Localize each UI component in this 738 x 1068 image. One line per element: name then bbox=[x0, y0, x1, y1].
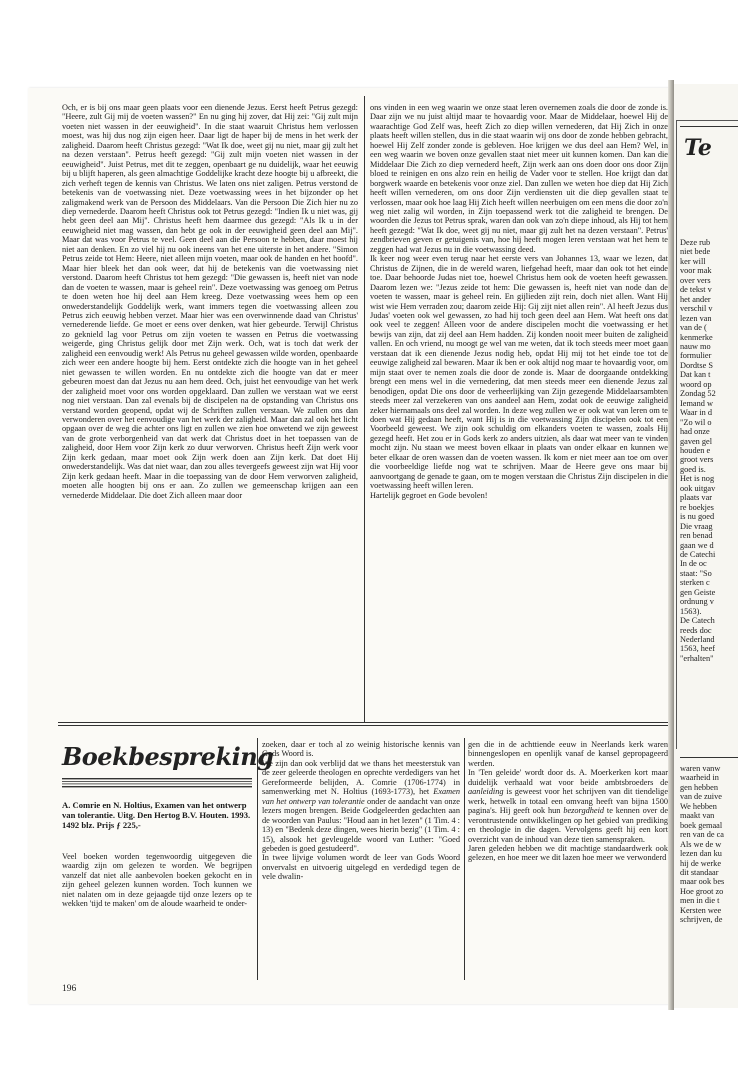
article-closing: Hartelijk gegroet en Gode bevolen! bbox=[370, 490, 488, 500]
adjacent-logo-text: Te bbox=[684, 135, 712, 161]
fragment-line: lezen dan ku bbox=[680, 849, 722, 859]
fragment-line: Hoe groot zo bbox=[680, 886, 724, 896]
fragment-line: is nu goed bbox=[680, 512, 715, 522]
fragment-line: gaan we d bbox=[680, 540, 714, 550]
fragment-line: niet bede bbox=[680, 247, 711, 257]
fragment-line: Die vraag bbox=[680, 521, 713, 531]
fragment-line: goed is. bbox=[680, 464, 706, 474]
review-paragraph: zoeken, daar er toch al zo weinig historische kennis van Gods Woord is. bbox=[262, 740, 460, 759]
emphasis: aanleiding bbox=[468, 787, 504, 797]
fragment-line: de Catechi bbox=[680, 549, 716, 559]
fragment-line: ook uitgav bbox=[680, 483, 716, 493]
fragment-line: het ander bbox=[680, 294, 711, 304]
emphasis: bezorgdheid bbox=[563, 806, 605, 816]
fragment-line: houden e bbox=[680, 445, 711, 455]
fragment-line: men in die t bbox=[680, 896, 720, 906]
fragment-line: dit standaar bbox=[680, 867, 719, 877]
adjacent-column-top bbox=[680, 238, 738, 734]
review-paragraph: Veel boeken worden tegenwoordig uitgegeven die waardig zijn om gelezen te worden. We begrijpen vanzelf dat niet alle aanbevolen boeken gekocht en in zijn geheel gelezen kunnen worden. Toch kunnen we niet nalaten om in deze gejaagde tijd onze lezers op te wekken 'tijd te maken' om de aloude waarheid te onder- bbox=[62, 852, 252, 909]
fragment-line: Iemand w bbox=[680, 398, 713, 408]
fragment-line: over vers bbox=[680, 275, 711, 285]
review-column-2 bbox=[262, 740, 460, 980]
fragment-line: formulier bbox=[680, 351, 712, 361]
fragment-line: kenmerke bbox=[680, 332, 713, 342]
fragment-line: boek gemaal bbox=[680, 820, 723, 830]
fragment-line: Nederland bbox=[680, 635, 715, 645]
fragment-line: schrijven, de bbox=[680, 915, 723, 925]
fragment-line: gen Geiste bbox=[680, 587, 716, 597]
fragment-line: nauw mo bbox=[680, 341, 711, 351]
logo-ornament bbox=[62, 778, 252, 788]
fragment-line: sterken c bbox=[680, 578, 710, 588]
fragment-line: De Catech bbox=[680, 616, 715, 626]
fragment-line: reeds doc bbox=[680, 625, 712, 635]
column-divider bbox=[364, 96, 365, 722]
fragment-line: ren van de ca bbox=[680, 830, 724, 840]
text-run: We zijn dan ook verblijd dat we thans het meesterstuk van de zeer geleerde theologen en oprechte verdedigers van het Gereformeerde belijden, A. Comrie (1706-1774) in samenwerking met N. Holtius (1693-1773), het bbox=[262, 758, 460, 797]
article-paragraph: Och, er is bij ons maar geen plaats voor een dienende Jezus. Eerst heeft Petrus gezegd: "Heere, zult Gij mij de voeten wassen?" En nu ging hij zover, dat Hij zei: "Gij zult mijn voeten niet wassen in der eeuwigheid". In die staat waaruit Christus hem verlossen moest, was hij dus nog zijn eigen heer. Daar ligt de haper bij de mens in het werk der zaligheid. Daarom heeft Christus gezegd: "Wat Ik doe, weet gij nu niet, maar gij zult het na dezen verstaan". Petrus heeft gezegd: "Gij zult mijn voeten niet wassen in der eeuwigheid". Juist Petrus, met dit te zeggen, openbaart ge nu duidelijk, waar het eeuwig bij u blijft haperen, als geen almachtige Goddelijke kracht deze hoogte bij u afbreekt, die zich verheft tegen de kennis van Christus. We laten ons niet zaligen. Petrus verstond de betekenis van de voetwassing niet. Deze voetwassing wees in het bijzonder op het zaligmakend werk van de Persoon des Middelaars. Van die Persoon Die Zich hier nu zo diep vernederde. Daarom heeft Christus ook tot Petrus gezegd: "Indien Ik u niet was, gij hebt geen deel aan Mij". Christus heeft hem daarmee dus gezegd: "Als Ik u in der eeuwigheid niet mag wassen, dan hebt ge ook in der eeuwigheid geen deel aan Mij". Maar dat was voor Petrus te veel. Geen deel aan die Persoon te hebben, daar moest hij niet aan denken. En zo viel hij nu ook ineens van het ene uiterste in het andere. "Simon Petrus zeide tot Hem: Heere, niet alleen mijn voeten, maar ook de handen en het hoofd". Maar hier bleek het dan ook weer, dat hij de betekenis van die voetwassing niet verstond. Daarom heeft Christus tot hem gezegd: "Die gewassen is, heeft niet van node dan de voeten te wassen, maar is geheel rein". Deze voetwassing was genoeg om Petrus te doen weten hoe hij deel aan Hem kreeg. Deze voetwassing wees hem op een onwederstandelijk Goddelijk werk, want immers tegen die voetwassing alleen zou Petrus zich eeuwig hebben verzet. Maar hier was een overwinnende daad van Christus' vernederende liefde. Ge moet er eens over denken, wat hier gebeurde. Terwijl Christus zo geknield lag voor Petrus om zijn voeten te wassen en Petrus die voetwassing weigerde, ging Christus gelijk door met Zijn werk. Och, wat is toch dat werk der zaligheid een eenvoudig werk! Als Petrus nu geheel gewassen wilde worden, openbaarde zich weer een andere hoogte bij hem. Eerst ontdekte zich die hoogte van in het geheel niet gewassen te willen worden. En nu ontdekte zich die hoogte van dat er meer gebeuren moest dan dat Jezus nu aan hem deed. Och, juist het eenvoudige van het werk der zaligheid moet voor ons worden opgeklaard. Dan zullen we verstaan wat we eerst nog niet verstaan. Dan zal evenals bij de discipelen na de opstanding van Christus ons verstand worden geopend, opdat wij de Schriften zullen verstaan. We zullen ons dan verwonderen over het eenvoudige van het werk der zaligheid. Maar dan zal ook het licht opgaan over de weg die achter ons ligt en zullen we zien hoe onwetend we zijn geweest van de grote verborgenheid van dat werk dat Christus doet in het toepassen van de zaligheid, door Hem voor Zijn kerk zo duur verworven. Christus heeft Zijn werk voor Zijn kerk gedaan, maar moet ook Zijn werk doen aan Zijn kerk. Dat doet Hij onwederstandelijk. Was dat niet waar, dan zou alles tevergeefs geweest zijn wat Hij voor Zijn kerk gedaan heeft. Maar in die toepassing van de door Hem verworven zaligheid, moeten alle hoogten bij ons er aan. Zo zullen we gemeenschap krijgen aan een vernederde Middelaar. Die doet Zich alleen maar door bbox=[62, 103, 358, 500]
section-divider bbox=[58, 722, 668, 723]
fragment-line: verschil v bbox=[680, 304, 713, 314]
fragment-line: Het is nog bbox=[680, 474, 715, 484]
fragment-line: lezen van bbox=[680, 313, 712, 323]
adjacent-logo bbox=[680, 126, 738, 173]
fragment-line: Dordtse S bbox=[680, 360, 713, 370]
column-divider bbox=[257, 738, 258, 980]
fragment-line: ker will bbox=[680, 256, 706, 266]
fragment-line: hij de werke bbox=[680, 858, 722, 868]
fragment-line: waren vanw bbox=[680, 764, 721, 773]
page-number: 196 bbox=[62, 984, 77, 994]
fragment-line: Zondag 52 bbox=[680, 389, 716, 399]
logo-text: Boekbespreking bbox=[62, 742, 274, 771]
text-run: is geweest voor het schrijven van dit tiendelige werk, hetwelk in totaal een omvang heeft van bijna 1500 pagina's. Hij geeft ook hun bbox=[468, 787, 668, 816]
text-run: te kennen over de verontrustende ontwikkelingen op het gebied van prediking en theologie in die dagen. Vervolgens geeft hij een kort overzicht van de inhoud van deze tien samenspraken. bbox=[468, 806, 668, 844]
article-column-left bbox=[62, 103, 358, 719]
article-paragraph: ons vinden in een weg waarin we onze staat leren overnemen zoals die door de zonde is. Daar zijn we nu juist altijd maar te hovaardig voor. Maar de Middelaar, hoewel Hij de waarachtige God Zelf was, heeft Zich zo diep willen vernederen, dat Hij Zich in onze plaats heeft willen stellen, dus in die staat waarin wij ons door de zonde hebben gebracht, hoewel Hij Zelf zonder zonde is gebleven. Hoe krijgen we dus deel aan Hem? Wel, in een weg waarin we boven onze gevallen staat niet meer uit kunnen komen. Dan kan die Middelaar Die Zich zo diep vernederd heeft, Zijn werk aan ons doen door ons door Zijn bloed te reinigen en ons alzo rein en heilig de Vader voor te stellen. Hoe krijgt dan dat borgwerk waarde en betekenis voor onze ziel. Dan zullen we weten hoe diep dat Hij Zich heeft willen vernederen, om ons door Zijn verdiensten uit die diep gevallen staat te verlossen, maar ook hoe laag Hij Zich heeft willen neerbuigen om een mens die door zo'n weg niet zalig wil worden, in Zijn toepassend werk tot die zaligheid te brengen. De woorden die Jezus tot Petrus sprak, waren dan ook van zo'n diepe inhoud, als Hij tot hem heeft gezegd: "Wat Ik doe, weet gij nu niet, maar gij zult het na dezen verstaan". Petrus' zendbrieven geven er getuigenis van, hoe hij heeft mogen leren verstaan wat het hem te zeggen had wat Jezus nu in die voetwassing deed. bbox=[370, 103, 668, 254]
fragment-line: "erhalten" bbox=[680, 653, 714, 663]
fragment-line: de tekst v bbox=[680, 285, 712, 295]
fragment-line: gaven gel bbox=[680, 436, 713, 446]
review-paragraph: Jaren geleden hebben we dit machtige standaardwerk ook gelezen, en hoe meer we dit lazen hoe meer we verwonderd bbox=[468, 843, 668, 863]
review-column-1 bbox=[62, 852, 252, 976]
fragment-line: ren benad bbox=[680, 531, 713, 541]
section-divider-thin bbox=[58, 725, 668, 726]
book-title-emphasis: Examen van het ontwerp van tolerantie bbox=[262, 787, 460, 806]
fragment-line: Waar in d bbox=[680, 408, 713, 418]
fragment-line: voor mak bbox=[680, 266, 712, 276]
article-column-right bbox=[370, 103, 668, 719]
column-divider bbox=[464, 738, 465, 980]
fragment-line: van de ( bbox=[680, 323, 707, 333]
article-paragraph: Ik keer nog weer even terug naar het eerste vers van Johannes 13, waar we lezen, dat Christus de Zijnen, die in de wereld waren, liefgehad heeft, maar dan ook tot het einde toe. Daar behoorde Judas niet toe, hoewel Christus hem ook de voeten heeft gewassen. Daarom lezen we: "Jezus zeide tot hem: Die gewassen is, heeft niet van node dan de voeten te wassen, maar is geheel rein. En gijlieden zijt rein, doch niet allen. Want Hij wist wie Hem verraden zou; daarom zeide Hij: Gij zijt niet allen rein". Al heeft Jezus dus Judas' voeten ook wel gewassen, zo had hij toch geen deel aan Hem. Wat heeft ons dat ook veel te zeggen! Alleen voor de andere discipelen mocht die voetwassing er het bewijs van zijn, dat zij deel aan Hem hadden. Zij konden nooit meer buiten de zaligheid vallen. En och vriend, nu moogt ge wel van me weten, dat ik toch steeds meer moet gaan verstaan dat ik een dienende Jezus nodig heb, opdat Hij mij tot het einde toe tot de eeuwige zaligheid zal bewaren. Maar ik ben er ook altijd nog maar te hovaardig voor, om mijn staat over te nemen zoals die door de zonde is. Maar de doorgaande ontdekking brengt een mens wel in die vernedering, dat men steeds meer een dienende Jezus zal benodigen, opdat Die ons door de verheerlijking van Zijn gezegende Middelaarsambten steeds meer zal verzekeren van ons aandeel aan Hem, zodat ook de eeuwige zaligheid zeker hiernamaals ons deel zal worden. In deze weg zullen we er ook wat van leren om te doen wat Hij gedaan heeft, want Hij is in die voetwassing Zijn discipelen ook tot een Voorbeeld geweest. We zijn ook schuldig om elkanders voeten te wassen, zoals Hij gezegd heeft. Het zou er in Gods kerk zo anders uitzien, als daar wat meer van te vinden mocht zijn. Nu staan we meest boven elkaar in plaats van onder elkaar en kunnen we beter elkaar de oren wassen dan de voeten wassen. Ik kom er niet meer aan toe om over die voorbeeldige liefde nog wat te schrijven. Maar de Heere geve ons maar bij aanvoortgang de genade te gaan, om te mogen verstaan die Christus Zijn discipelen in die voetwassing heeft willen leren. bbox=[370, 254, 668, 491]
fragment-line: Als we de w bbox=[680, 839, 722, 849]
boekbespreking-logo bbox=[62, 734, 274, 792]
fragment-line: In de oc bbox=[680, 559, 707, 569]
fragment-line: had onze bbox=[680, 427, 710, 437]
fragment-line: Dat kan t bbox=[680, 370, 711, 380]
fragment-line: van de zuive bbox=[680, 792, 722, 802]
fragment-line: maakt van bbox=[680, 811, 715, 821]
adjacent-column-bottom bbox=[680, 764, 738, 964]
fragment-line: groot vers bbox=[680, 455, 714, 465]
review-paragraph: In twee lijvige volumen wordt de leer van Gods Woord onvervalst en uitvoerig uitgelegd en verdedigd tegen de vele dwalin- bbox=[262, 853, 460, 882]
fragment-line: We hebben bbox=[680, 801, 717, 811]
review-paragraph bbox=[468, 768, 668, 844]
fragment-line: re boekjes bbox=[680, 502, 714, 512]
fragment-line: gen hebben bbox=[680, 782, 719, 792]
fragment-line: maar ook bes bbox=[680, 877, 725, 887]
fragment-line: plaats var bbox=[680, 493, 713, 503]
adjacent-divider bbox=[680, 757, 738, 758]
fragment-line: woord op bbox=[680, 379, 712, 389]
fragment-line: 1563, heef bbox=[680, 644, 716, 654]
text-run: In 'Ten geleide' wordt door ds. A. Moerkerken kort maar duidelijk verhaald wat voor beide ambtsbroeders de bbox=[468, 768, 668, 787]
review-paragraph: gen die in de achttiende eeuw in Neerlands kerk waren binnengeslopen en openlijk vanaf de kansel gepropageerd werden. bbox=[468, 740, 668, 768]
review-title: A. Comrie en N. Holtius, Examen van het ontwerp van tolerantie. Uitg. Den Hertog B.V. Houten. 1993. 1492 blz. Prijs ƒ 225,- bbox=[62, 800, 251, 830]
fragment-line: ordnung v bbox=[680, 597, 714, 607]
review-column-3 bbox=[468, 740, 668, 980]
text-run: onder de aandacht van onze lezers mogen brengen. Beide Godgeleerden gedachten aan de woorden van Paulus: "Houd aan in het lezen" (1 Tim. 4 : 13) en "Bedenk deze dingen, wees hierin bezig" (1 Tim. 4 : 15), alsook het gevleugelde woord van Luther: "Goed gebeden is goed gestudeerd". bbox=[262, 796, 460, 853]
review-paragraph bbox=[262, 759, 460, 854]
fragment-line: "Zo wil o bbox=[680, 417, 712, 427]
fragment-line: staat: "So bbox=[680, 568, 712, 578]
fragment-line: waarheid in bbox=[680, 773, 719, 783]
fragment-line: Kersten wee bbox=[680, 905, 722, 915]
fragment-line: 1563). bbox=[680, 606, 702, 616]
fragment-line: Deze rub bbox=[680, 238, 711, 247]
